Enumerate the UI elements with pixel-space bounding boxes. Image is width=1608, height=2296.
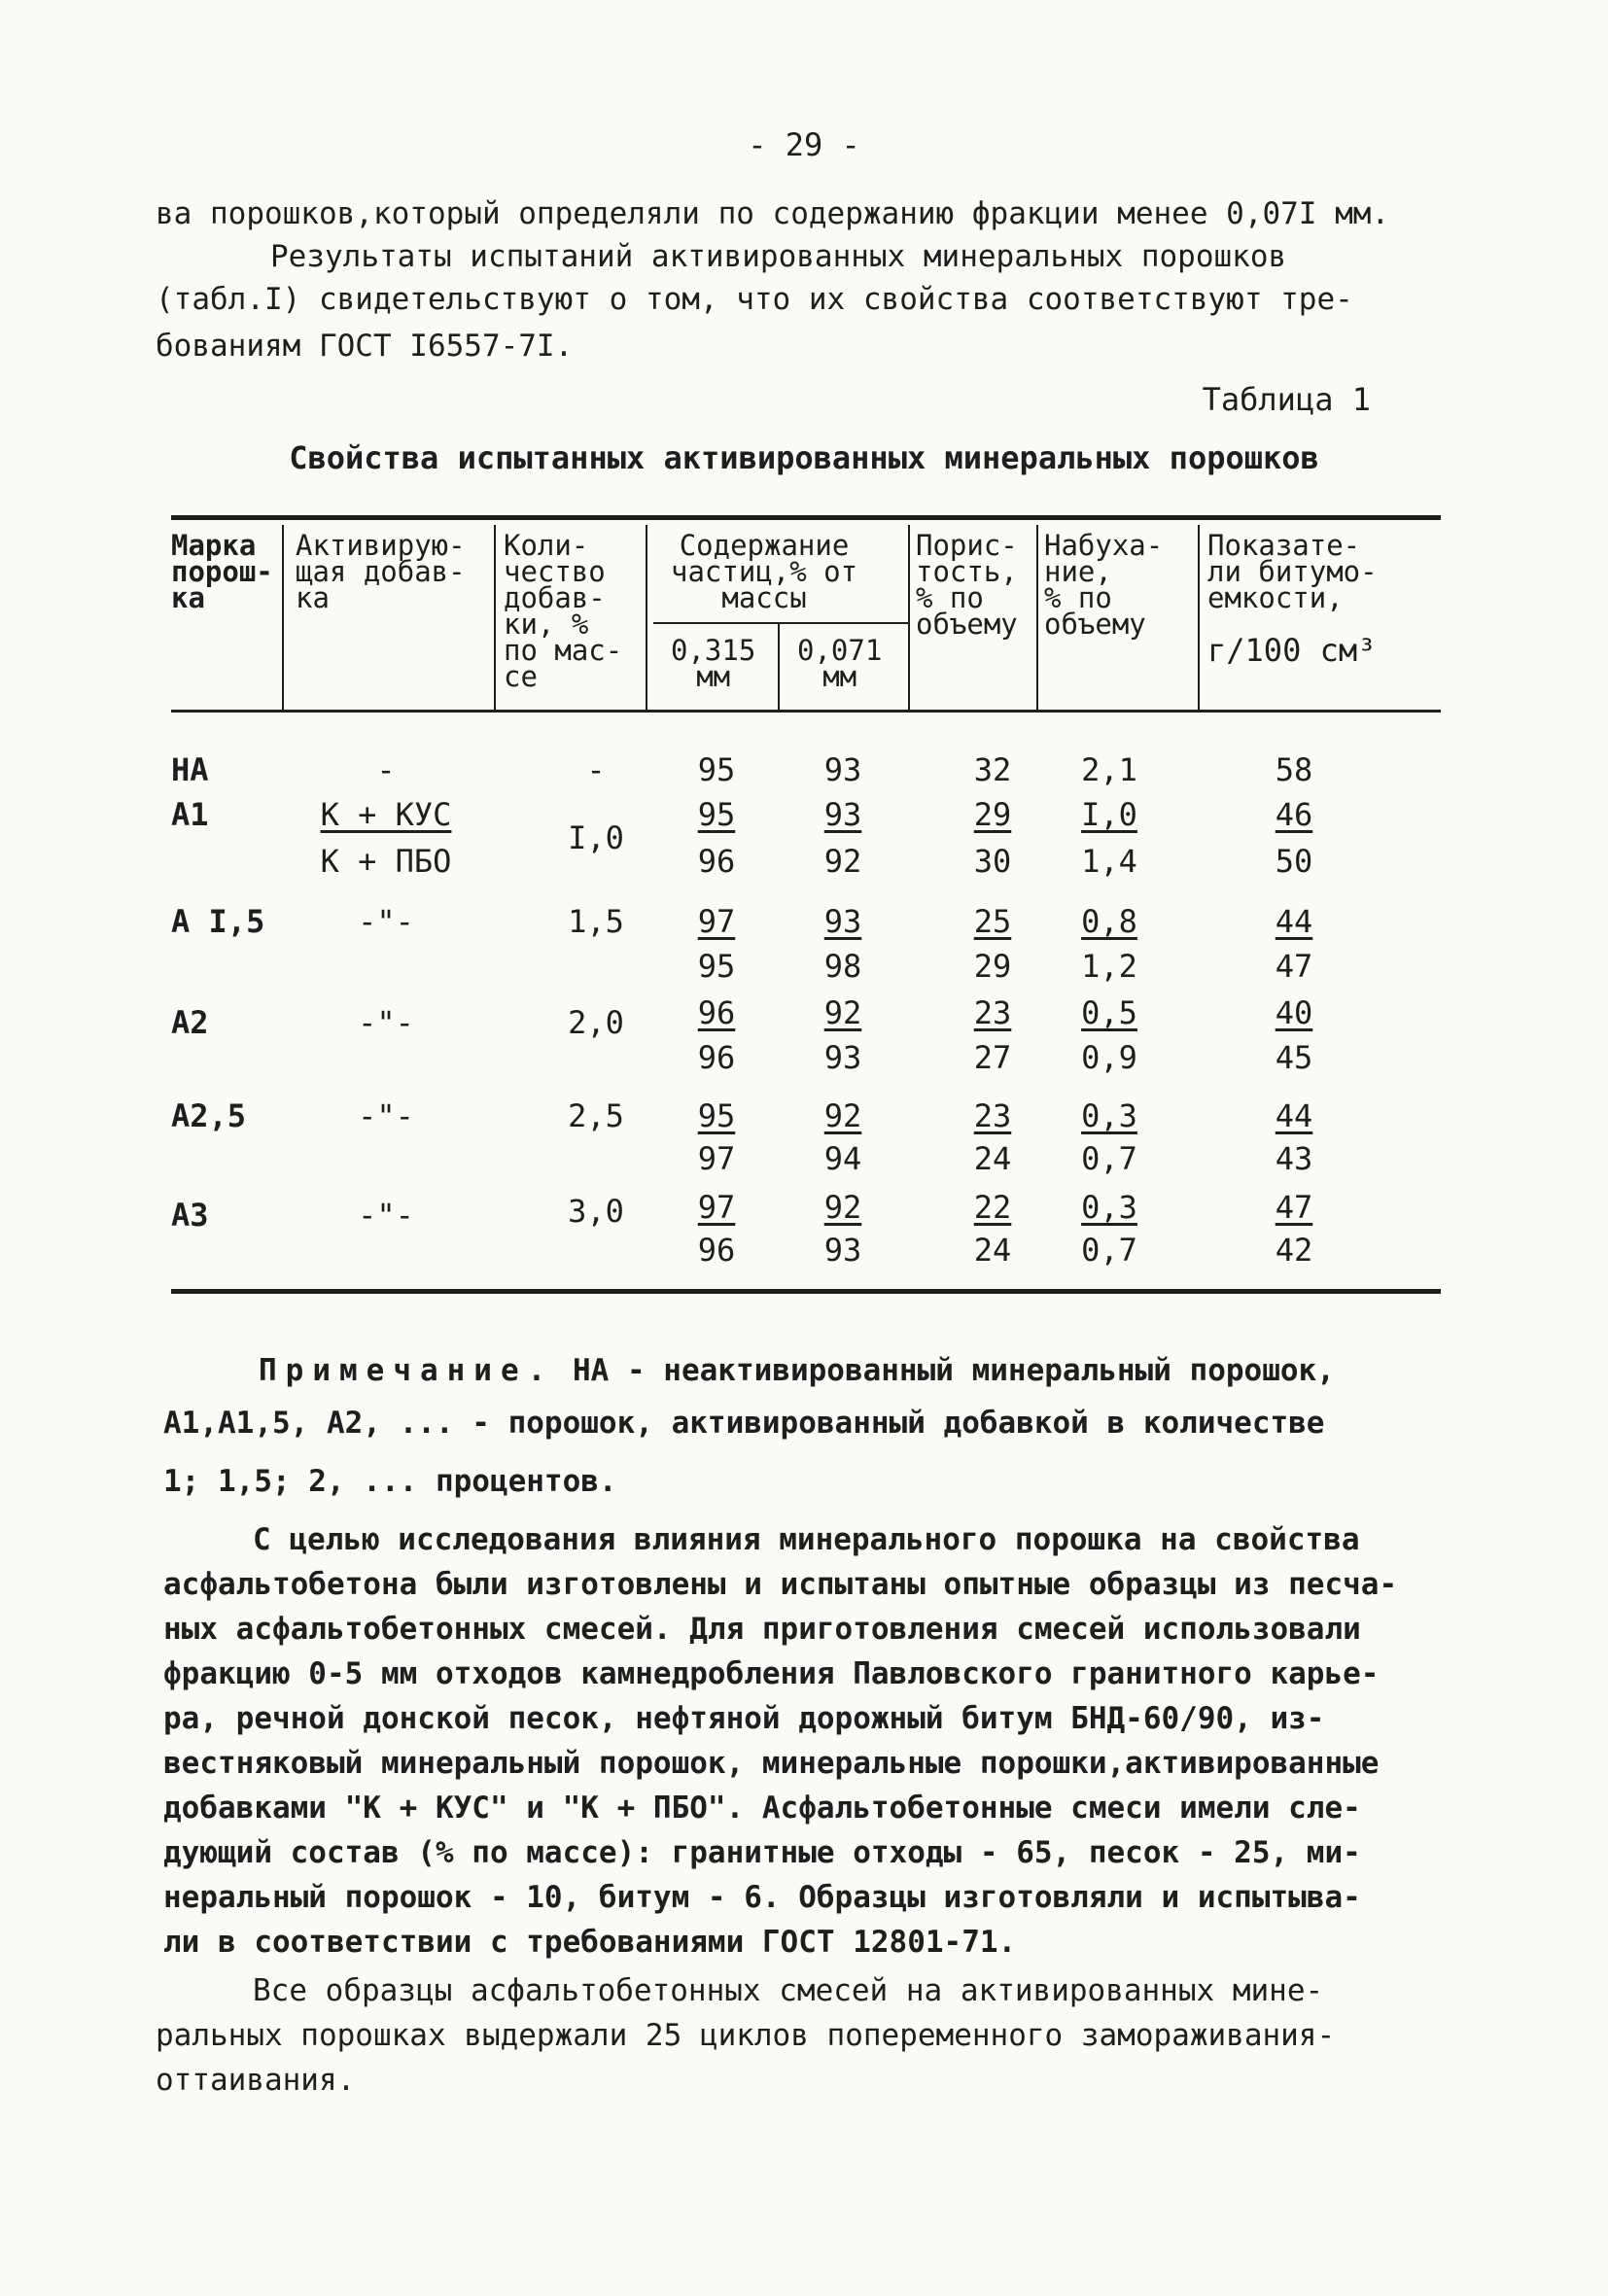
row-additive-alt: К + ПБО [320, 843, 452, 880]
header-bitumen: Показате- ли битумо- емкости, [1207, 529, 1378, 614]
row-porosity-alt: 24 [973, 1232, 1012, 1269]
row-c2: 92 [823, 994, 862, 1031]
row-additive: -"- [358, 1097, 414, 1134]
table-label: Таблица 1 [1202, 381, 1371, 418]
intro-line-3: (табл.I) свидетельствуют о том, что их свойства соответствуют тре- [156, 282, 1353, 317]
row-swelling: 0,3 [1081, 1189, 1137, 1226]
row-amount: 2,0 [568, 1004, 624, 1041]
body-line: добавками "К + КУС" и "К + ПБО". Асфальтобетонные смеси имели сле- [163, 1791, 1361, 1826]
row-porosity-alt: 24 [973, 1140, 1012, 1177]
body-line: оттаивания. [156, 2063, 356, 2098]
row-swelling: I,0 [1081, 796, 1137, 833]
intro-line-2: Результаты испытаний активированных минеральных порошков [270, 239, 1287, 274]
header-bitumen-unit: г/100 см³ [1207, 632, 1377, 669]
row-c2: 92 [823, 1097, 862, 1134]
row-bitumen: 44 [1275, 903, 1313, 940]
header-separator [282, 525, 284, 710]
page-number: - 29 - [748, 126, 860, 163]
row-c1-alt: 96 [697, 1039, 736, 1076]
row-porosity-alt: 27 [973, 1039, 1012, 1076]
row-bitumen: 40 [1275, 994, 1313, 1031]
row-amount: I,0 [568, 819, 624, 856]
row-brand: А3 [171, 1197, 209, 1234]
row-brand: А2 [171, 1004, 209, 1041]
row-additive: -"- [358, 903, 414, 940]
row-porosity: 32 [973, 751, 1012, 788]
row-porosity: 23 [973, 1097, 1012, 1134]
row-additive: -"- [358, 1197, 414, 1234]
row-porosity-alt: 30 [973, 843, 1012, 880]
content-inner-separator [778, 624, 780, 710]
body-line: неральный порошок - 10, битум - 6. Образцы изготовляли и испытыва- [163, 1880, 1361, 1915]
header-porosity: Порис- тость, % по объему [916, 529, 1018, 641]
row-brand: НА [171, 751, 209, 788]
body-line: С целью исследования влияния минерального порошка на свойства [253, 1522, 1360, 1557]
body-line: дующий состав (% по массе): гранитные отходы - 65, песок - 25, ми- [163, 1835, 1361, 1870]
header-separator [908, 525, 910, 710]
intro-line-1: ва порошков,который определяли по содержанию фракции менее 0,07I мм. [156, 196, 1390, 231]
row-swelling-alt: 1,2 [1081, 948, 1137, 985]
header-size-0315: 0,315 мм [671, 634, 756, 693]
row-c2-alt: 93 [823, 1039, 862, 1076]
row-c2-alt: 94 [823, 1140, 862, 1177]
table-bottom-rule [171, 1289, 1441, 1294]
note-word: Примечание. [259, 1353, 555, 1388]
header-swelling: Набуха- ние, % по объему [1044, 529, 1164, 641]
body-line: ных асфальтобетонных смесей. Для приготовления смесей использовали [163, 1612, 1361, 1647]
table-top-rule [171, 515, 1441, 520]
row-brand: А I,5 [171, 903, 265, 940]
body-line: фракцию 0-5 мм отходов камнедробления Павловского гранитного карье- [163, 1656, 1380, 1691]
row-swelling-alt: 0,7 [1081, 1232, 1137, 1269]
row-c1: 95 [697, 751, 736, 788]
table-header-rule [171, 710, 1441, 713]
header-separator [1036, 525, 1038, 710]
row-bitumen: 47 [1275, 1189, 1313, 1226]
row-c1-alt: 96 [697, 1232, 736, 1269]
row-bitumen-alt: 43 [1275, 1140, 1313, 1177]
row-c2: 93 [823, 796, 862, 833]
row-bitumen: 46 [1275, 796, 1313, 833]
row-amount: 3,0 [568, 1193, 624, 1230]
header-brand: Марка порош- ка [171, 529, 273, 614]
header-separator [494, 525, 496, 710]
row-c2: 93 [823, 903, 862, 940]
row-bitumen: 58 [1275, 751, 1313, 788]
row-bitumen-alt: 50 [1275, 843, 1313, 880]
row-additive: - [376, 751, 396, 788]
note-line-2: А1,А1,5, А2, ... - порошок, активированный добавкой в количестве [163, 1406, 1325, 1441]
row-additive: -"- [358, 1004, 414, 1041]
row-c2-alt: 98 [823, 948, 862, 985]
body-line: ли в соответствии с требованиями ГОСТ 12801-71. [163, 1925, 1017, 1960]
table-title: Свойства испытанных активированных минеральных порошков [289, 439, 1319, 476]
row-swelling: 0,5 [1081, 994, 1137, 1031]
row-c2-alt: 93 [823, 1232, 862, 1269]
row-bitumen-alt: 45 [1275, 1039, 1313, 1076]
row-swelling-alt: 0,9 [1081, 1039, 1137, 1076]
row-porosity-alt: 29 [973, 948, 1012, 985]
body-line: ра, речной донской песок, нефтяной дорожный битум БНД-60/90, из- [163, 1701, 1325, 1736]
row-porosity: 25 [973, 903, 1012, 940]
intro-line-4: бованиям ГОСТ I6557-7I. [156, 329, 574, 364]
content-sub-rule [653, 622, 908, 624]
row-amount: 1,5 [568, 903, 624, 940]
row-bitumen: 44 [1275, 1097, 1313, 1134]
row-brand: А1 [171, 796, 209, 833]
header-separator [646, 525, 647, 710]
header-amount: Коли- чество добав- ки, % по мас- се [504, 529, 623, 693]
note-line-3: 1; 1,5; 2, ... процентов. [163, 1464, 617, 1499]
row-c1-alt: 96 [697, 843, 736, 880]
row-c1: 95 [697, 1097, 736, 1134]
row-swelling: 2,1 [1081, 751, 1137, 788]
body-line: Все образцы асфальтобетонных смесей на активированных мине- [253, 1973, 1324, 2008]
row-c1: 97 [697, 903, 736, 940]
row-c2: 93 [823, 751, 862, 788]
note-line-1 [259, 1347, 1335, 1395]
body-line: асфальтобетона были изготовлены и испытаны опытные образцы из песча- [163, 1567, 1398, 1602]
row-bitumen-alt: 47 [1275, 948, 1313, 985]
note-text: НА - неактивированный минеральный порошок, [572, 1353, 1335, 1388]
row-brand: А2,5 [171, 1097, 247, 1134]
row-porosity: 29 [973, 796, 1012, 833]
header-content: Содержание частиц,% от массы [671, 529, 858, 614]
header-additive: Активирую- щая добав- ка [296, 529, 466, 614]
header-separator [1198, 525, 1200, 710]
body-line: ральных порошках выдержали 25 циклов попеременного замораживания- [156, 2018, 1336, 2053]
row-swelling: 0,3 [1081, 1097, 1137, 1134]
row-amount: - [586, 751, 606, 788]
row-porosity: 23 [973, 994, 1012, 1031]
row-porosity: 22 [973, 1189, 1012, 1226]
body-line: вестняковый минеральный порошок, минеральные порошки,активированные [163, 1746, 1380, 1781]
row-c1-alt: 95 [697, 948, 736, 985]
row-c1: 97 [697, 1189, 736, 1226]
row-amount: 2,5 [568, 1097, 624, 1134]
row-c2: 92 [823, 1189, 862, 1226]
row-swelling-alt: 1,4 [1081, 843, 1137, 880]
row-additive: К + КУС [320, 796, 452, 833]
row-c1: 95 [697, 796, 736, 833]
row-bitumen-alt: 42 [1275, 1232, 1313, 1269]
row-swelling-alt: 0,7 [1081, 1140, 1137, 1177]
row-c1: 96 [697, 994, 736, 1031]
row-c1-alt: 97 [697, 1140, 736, 1177]
row-c2-alt: 92 [823, 843, 862, 880]
row-swelling: 0,8 [1081, 903, 1137, 940]
header-size-0071: 0,071 мм [797, 634, 883, 693]
